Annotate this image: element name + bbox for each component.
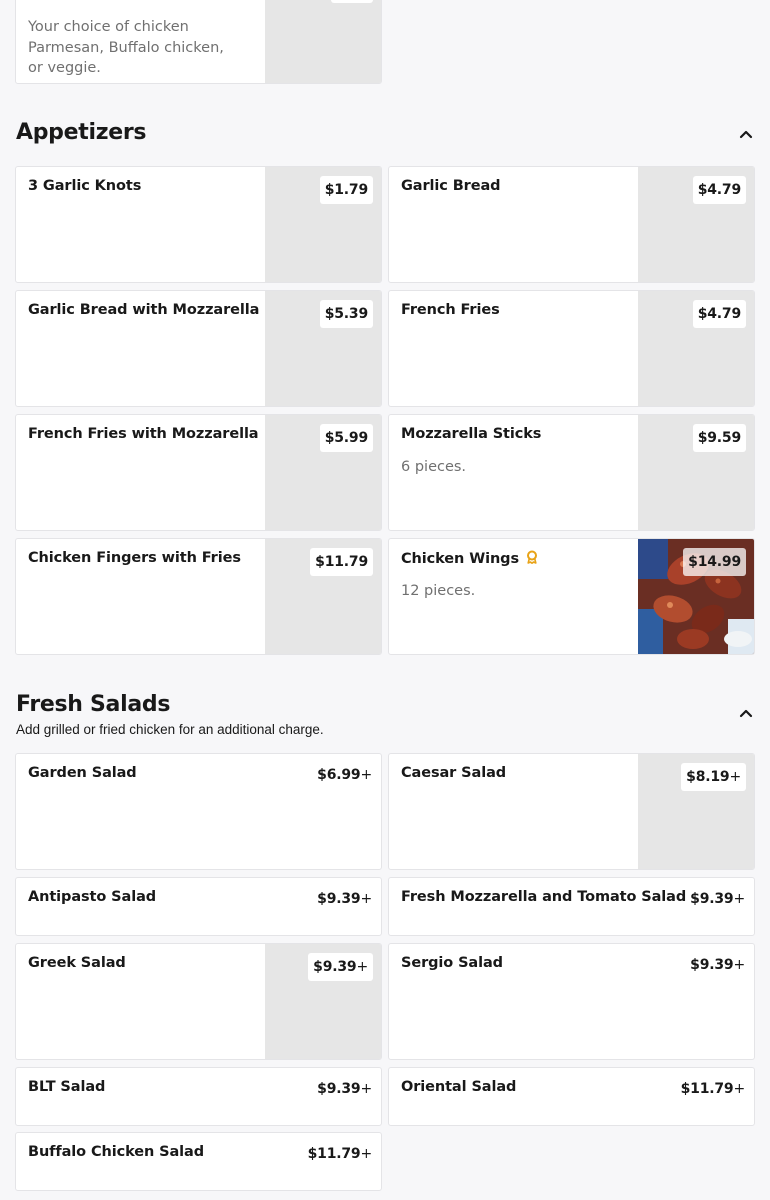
item-price: $11.79 <box>680 1081 734 1097</box>
item-name: Caesar Salad <box>401 765 507 781</box>
item-name: 3 Garlic Knots <box>28 178 142 194</box>
item-price: $9.39 <box>690 891 734 907</box>
menu-item-card[interactable] <box>15 943 382 1060</box>
chevron-up-icon[interactable] <box>738 126 754 142</box>
menu-item-card[interactable] <box>15 1067 382 1126</box>
price-plus: + <box>360 1146 372 1162</box>
item-name: French Fries <box>401 302 500 318</box>
price-plus: + <box>733 1081 745 1097</box>
item-price-row <box>317 767 372 783</box>
item-price: $9.39 <box>317 1081 361 1097</box>
item-price: $1.79 <box>320 176 373 204</box>
item-name: Fresh Mozzarella and Tomato Salad <box>401 889 687 905</box>
item-price: $5.99 <box>320 424 373 452</box>
item-name: Chicken Fingers with Fries <box>28 550 241 566</box>
item-price: $5.39 <box>320 300 373 328</box>
item-name: Greek Salad <box>28 955 126 971</box>
price-plus: + <box>360 767 372 783</box>
item-price: $9.39 <box>313 959 357 975</box>
item-price: $11.79 <box>310 548 373 576</box>
item-price: $4.79 <box>693 300 746 328</box>
item-name: Mozzarella Sticks <box>401 426 542 442</box>
section-title-salads: Fresh Salads <box>16 692 171 717</box>
menu-item-card[interactable] <box>15 166 382 283</box>
item-description: Your choice of chicken Parmesan, Buffalo chicken, or veggie. <box>28 19 224 76</box>
menu-item-card[interactable] <box>388 943 755 1060</box>
menu-item-card[interactable] <box>15 877 382 936</box>
menu-item-card[interactable] <box>15 414 382 531</box>
item-name: Antipasto Salad <box>28 889 157 905</box>
item-price-row <box>308 953 373 981</box>
menu-item-card[interactable] <box>15 290 382 407</box>
item-price: $4.79 <box>693 176 746 204</box>
item-name: Oriental Salad <box>401 1079 517 1095</box>
menu-item-card[interactable] <box>388 414 755 531</box>
menu-item-card[interactable] <box>15 538 382 655</box>
item-price-row <box>308 1146 372 1162</box>
menu-item-card[interactable] <box>388 877 755 936</box>
chevron-up-icon[interactable] <box>738 705 754 721</box>
item-name: Garlic Bread with Mozzarella <box>28 302 260 318</box>
price-plus: + <box>729 769 741 785</box>
item-photo-placeholder <box>265 0 381 83</box>
item-name: French Fries with Mozzarella <box>28 426 259 442</box>
menu-item-card[interactable] <box>388 538 755 655</box>
price-plus: + <box>360 1081 372 1097</box>
section-title-appetizers: Appetizers <box>16 120 147 145</box>
price-plus: + <box>733 891 745 907</box>
item-price: $9.39 <box>317 891 361 907</box>
item-name: Sergio Salad <box>401 955 503 971</box>
item-price: $8.19 <box>686 769 730 785</box>
item-price: $14.99 <box>683 548 746 576</box>
item-name-row <box>401 550 539 567</box>
item-price: $6.99 <box>317 767 361 783</box>
menu-item-card[interactable] <box>388 290 755 407</box>
item-price-row <box>690 891 745 907</box>
menu-item-card[interactable] <box>388 753 755 870</box>
item-price-row <box>690 957 745 973</box>
award-ribbon-icon <box>525 550 539 564</box>
item-price: $9.59 <box>693 424 746 452</box>
item-price-badge <box>331 0 373 3</box>
price-plus: + <box>356 959 368 975</box>
price-plus: + <box>733 957 745 973</box>
price-plus: + <box>360 891 372 907</box>
item-name: Chicken Wings <box>401 551 519 567</box>
item-description: 12 pieces. <box>401 583 476 599</box>
item-price-row <box>681 763 746 791</box>
menu-item-card[interactable] <box>15 1132 382 1191</box>
menu-item-card[interactable] <box>388 166 755 283</box>
item-name: Buffalo Chicken Salad <box>28 1144 205 1160</box>
item-name: Garlic Bread <box>401 178 501 194</box>
item-price-row <box>317 891 372 907</box>
item-price-row <box>681 1081 745 1097</box>
item-description: 6 pieces. <box>401 459 467 475</box>
menu-item-card[interactable] <box>388 1067 755 1126</box>
item-price: $9.39 <box>690 957 734 973</box>
item-price-row <box>317 1081 372 1097</box>
menu-item-card[interactable] <box>15 753 382 870</box>
section-subtitle: Add grilled or fried chicken for an additional charge. <box>16 722 324 737</box>
item-name: Garden Salad <box>28 765 137 781</box>
menu-item-card[interactable] <box>15 0 382 84</box>
item-price: $11.79 <box>307 1146 361 1162</box>
item-name: BLT Salad <box>28 1079 106 1095</box>
